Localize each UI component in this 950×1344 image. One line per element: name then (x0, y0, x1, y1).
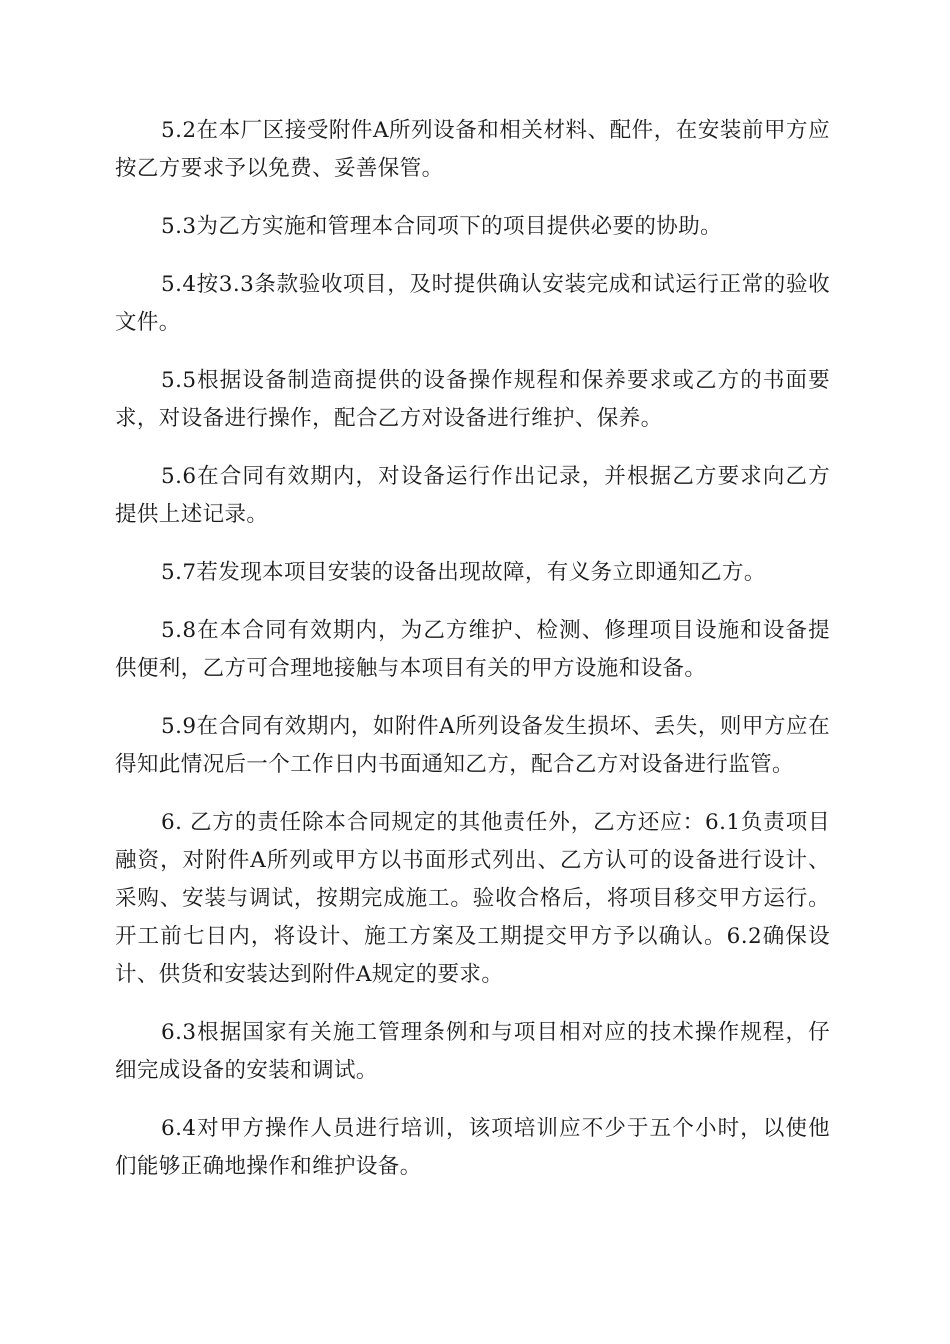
paragraph-5-9: 5.9在合同有效期内，如附件A所列设备发生损坏、丢失，则甲方应在得知此情况后一个工作日内书面通知乙方，配合乙方对设备进行监管。 (115, 714, 830, 777)
paragraph-6-1-6-2: 6. 乙方的责任除本合同规定的其他责任外，乙方还应：6.1负责项目融资，对附件A所列或甲方以书面形式列出、乙方认可的设备进行设计、采购、安装与调试，按期完成施工。验收合格后，将项目移交甲方运行。开工前七日内，将设计、施工方案及工期提交甲方予以确认。6.2确保设计、供货和安装达到附件A规定的要求。 (115, 810, 830, 987)
paragraph-5-4: 5.4按3.3条款验收项目，及时提供确认安装完成和试运行正常的验收文件。 (115, 272, 830, 335)
paragraph-5-7: 5.7若发现本项目安装的设备出现故障，有义务立即通知乙方。 (161, 560, 766, 585)
paragraph-5-2: 5.2在本厂区接受附件A所列设备和相关材料、配件，在安装前甲方应按乙方要求予以免费、妥善保管。 (115, 118, 830, 181)
paragraph-5-8: 5.8在本合同有效期内，为乙方维护、检测、修理项目设施和设备提供便利，乙方可合理地接触与本项目有关的甲方设施和设备。 (115, 618, 830, 681)
paragraph-6-3: 6.3根据国家有关施工管理条例和与项目相对应的技术操作规程，仔细完成设备的安装和调试。 (115, 1020, 830, 1083)
paragraph-5-3: 5.3为乙方实施和管理本合同项下的项目提供必要的协助。 (161, 214, 722, 239)
paragraph-5-6: 5.6在合同有效期内，对设备运行作出记录，并根据乙方要求向乙方提供上述记录。 (115, 464, 830, 527)
paragraph-5-5: 5.5根据设备制造商提供的设备操作规程和保养要求或乙方的书面要求，对设备进行操作，配合乙方对设备进行维护、保养。 (115, 368, 830, 431)
paragraph-6-4: 6.4对甲方操作人员进行培训，该项培训应不少于五个小时，以使他们能够正确地操作和维护设备。 (115, 1116, 830, 1179)
